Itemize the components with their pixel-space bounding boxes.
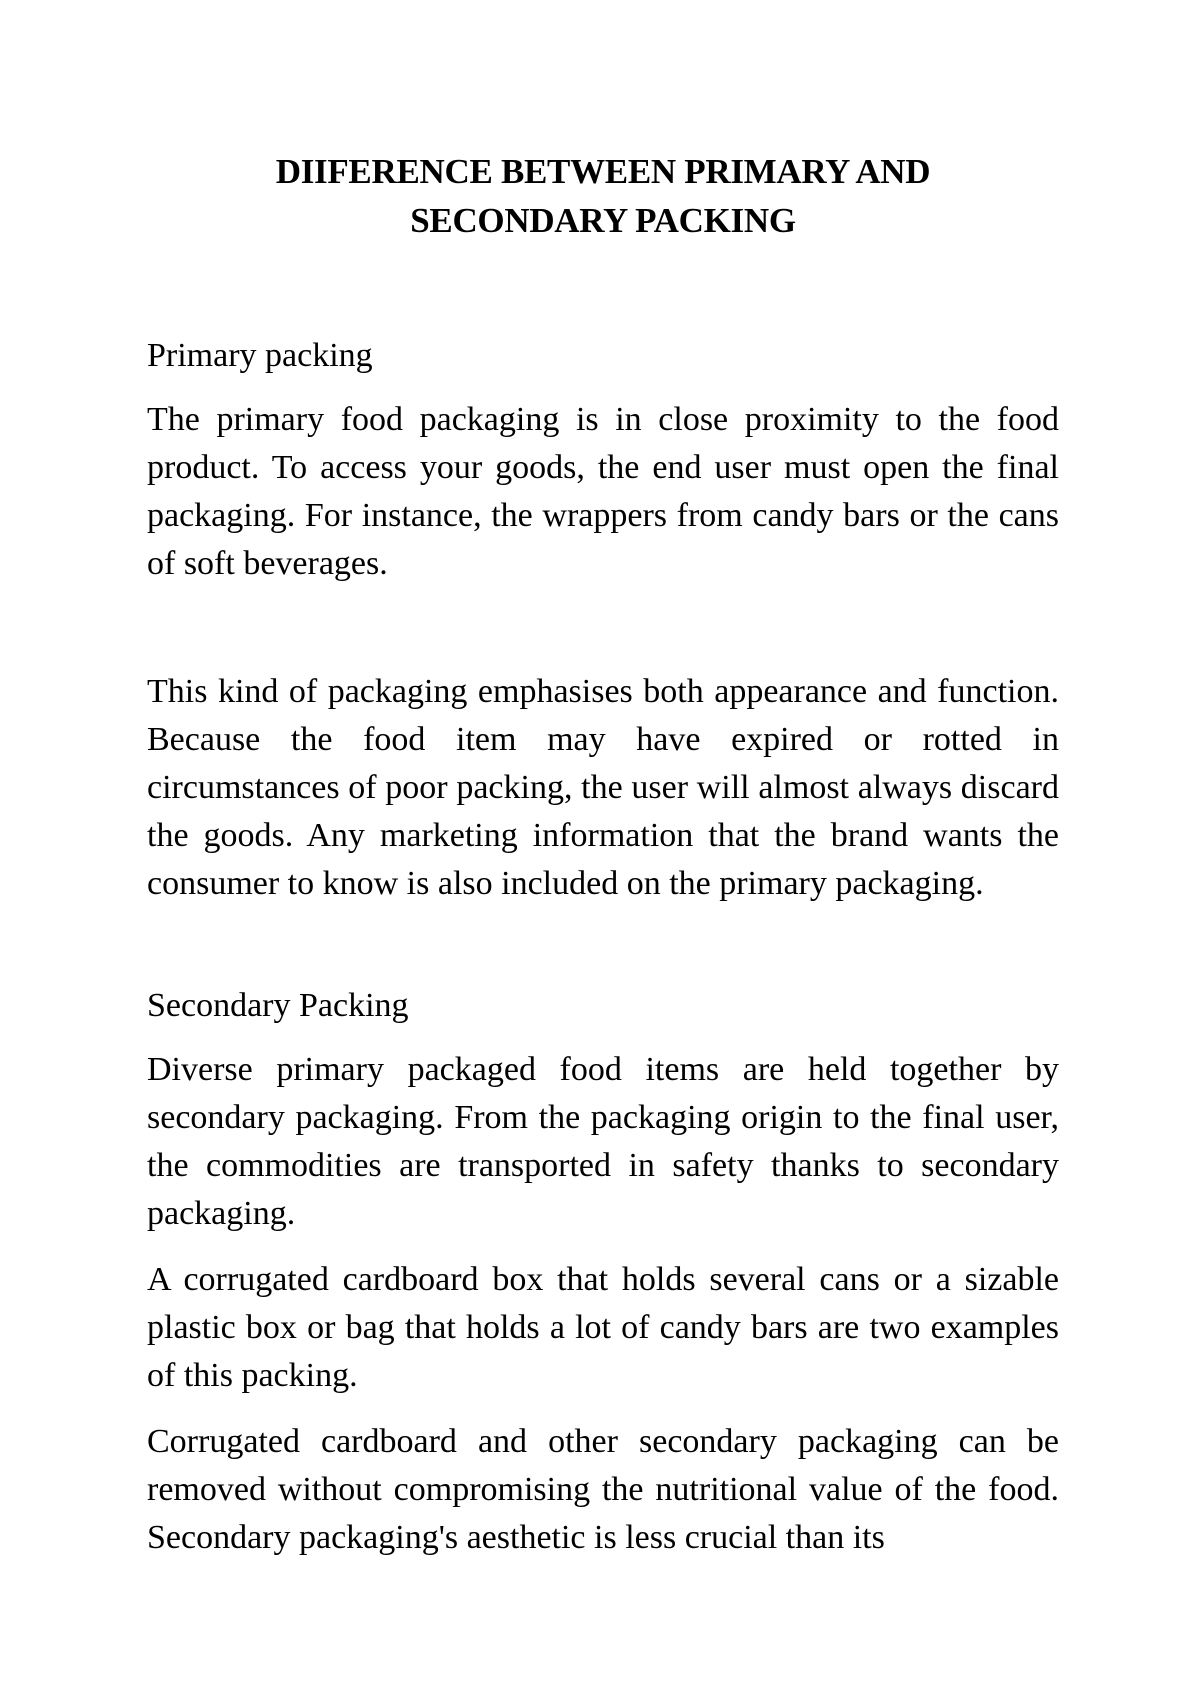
- secondary-packing-heading: Secondary Packing: [147, 987, 409, 1024]
- primary-packing-heading-block: [147, 332, 1059, 380]
- secondary-packing-paragraph-1: Diverse primary packaged food items are held together by secondary packaging. From the packaging origin to the final user, the commodities are transported in safety thanks to secondary packaging.: [147, 1051, 1059, 1232]
- primary-packing-paragraph-1: The primary food packaging is in close proximity to the food product. To access your goods, the end user must open the final packaging. For instance, the wrappers from candy bars or the cans of soft beverages.: [147, 401, 1059, 582]
- secondary-packing-paragraph-2-block: [147, 1256, 1059, 1400]
- secondary-packing-paragraph-1-block: [147, 1046, 1059, 1238]
- primary-packing-heading: Primary packing: [147, 337, 373, 374]
- document-title-line-2: SECONDARY PACKING: [410, 201, 796, 240]
- primary-packing-paragraph-2-block: [147, 668, 1059, 908]
- document-title-line-1: DIIFERENCE BETWEEN PRIMARY AND: [275, 152, 931, 191]
- primary-packing-paragraph-1-block: [147, 396, 1059, 588]
- secondary-packing-paragraph-3: Corrugated cardboard and other secondary packaging can be removed without compromising the nutritional value of the food. Secondary packaging's aesthetic is less crucial than its: [147, 1423, 1059, 1556]
- secondary-packing-paragraph-3-block: [147, 1418, 1059, 1562]
- secondary-packing-heading-block: [147, 982, 1059, 1030]
- secondary-packing-paragraph-2: A corrugated cardboard box that holds several cans or a sizable plastic box or bag that holds a lot of candy bars are two examples of this packing.: [147, 1261, 1059, 1394]
- primary-packing-paragraph-2: This kind of packaging emphasises both appearance and function. Because the food item may have expired or rotted in circumstances of poor packing, the user will almost always discard the goods. Any marketing information that the brand wants the consumer to know is also included on the primary packaging.: [147, 673, 1059, 902]
